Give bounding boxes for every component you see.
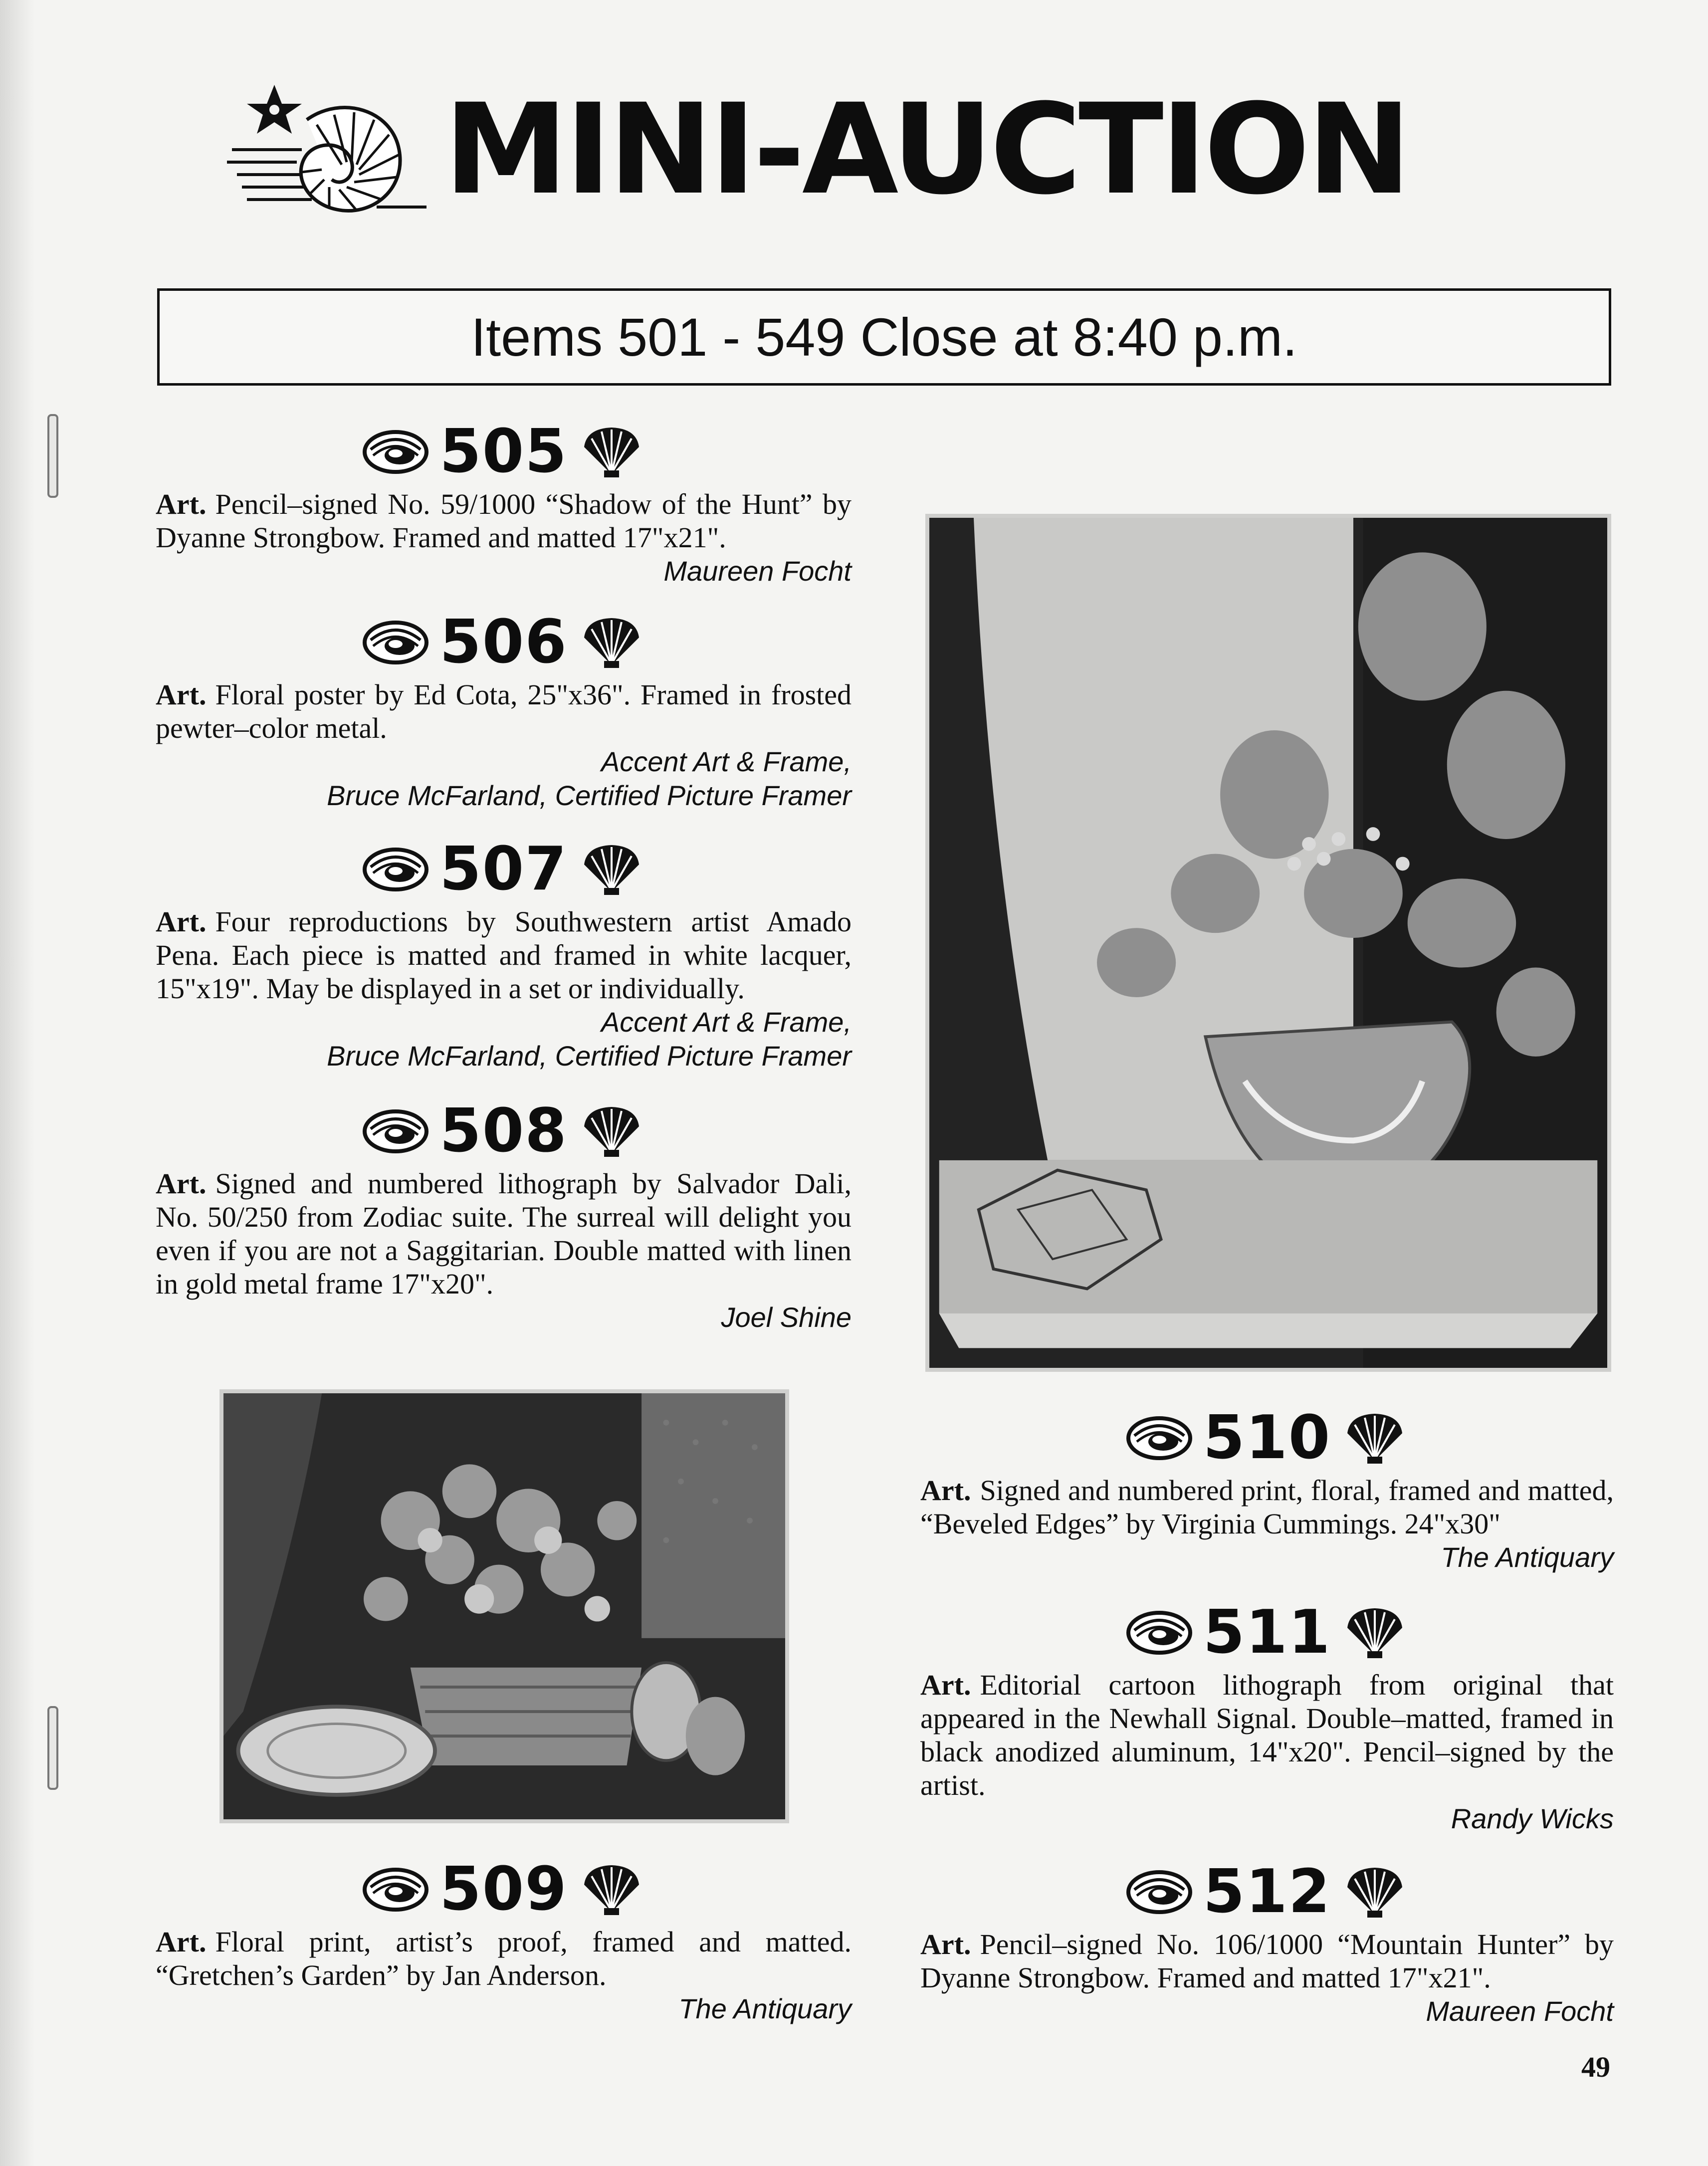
item-description bbox=[920, 1928, 1614, 1994]
item-text: Floral poster by Ed Cota, 25"x36". Framed in frosted pewter–color metal. bbox=[156, 678, 852, 744]
item-description bbox=[156, 1167, 852, 1300]
item-donor: Joel Shine bbox=[721, 1301, 852, 1333]
item-description bbox=[156, 678, 852, 745]
item-number-row bbox=[156, 836, 852, 903]
item-number: 505 bbox=[439, 417, 568, 486]
item-label: Art. bbox=[156, 678, 207, 711]
item-number-row bbox=[156, 1097, 852, 1165]
item-text: Floral print, artist’s proof, framed and matted. “Gretchen’s Garden” by Jan Anderson. bbox=[156, 1926, 852, 1991]
clam-shell-icon bbox=[1124, 1865, 1194, 1920]
item-description bbox=[156, 487, 852, 554]
item-number-row bbox=[920, 1858, 1614, 1926]
scallop-shell-icon bbox=[1340, 1411, 1410, 1466]
item-number: 507 bbox=[439, 834, 568, 904]
item-donor-detail: Bruce McFarland, Certified Picture Framer bbox=[327, 780, 852, 811]
item-number: 509 bbox=[439, 1854, 568, 1924]
clam-shell-icon bbox=[361, 615, 430, 670]
clam-shell-icon bbox=[361, 1862, 430, 1917]
clam-shell-icon bbox=[361, 425, 430, 479]
item-number: 511 bbox=[1203, 1597, 1331, 1667]
item-number: 506 bbox=[439, 607, 568, 677]
item-description bbox=[156, 905, 852, 1005]
binding-edge bbox=[0, 0, 35, 2166]
scallop-shell-icon bbox=[1340, 1865, 1410, 1920]
item-number: 510 bbox=[1203, 1403, 1331, 1473]
scallop-shell-icon bbox=[577, 425, 646, 479]
item-label: Art. bbox=[920, 1474, 971, 1507]
item-donor: Accent Art & Frame, bbox=[601, 746, 852, 777]
clam-shell-icon bbox=[361, 842, 430, 897]
auction-item-507 bbox=[156, 836, 852, 1073]
scallop-shell-icon bbox=[577, 1104, 646, 1159]
right-column bbox=[920, 0, 1614, 2166]
closing-time-banner: Items 501 - 549 Close at 8:40 p.m. bbox=[157, 288, 1611, 386]
item-label: Art. bbox=[920, 1669, 971, 1701]
item-description bbox=[156, 1925, 852, 1992]
item-donor: The Antiquary bbox=[1441, 1541, 1614, 1573]
item-label: Art. bbox=[156, 1167, 207, 1200]
item-text: Pencil–signed No. 59/1000 “Shadow of the Hunt” by Dyanne Strongbow. Framed and matted 17"x21". bbox=[156, 488, 852, 554]
item-number-row bbox=[156, 609, 852, 676]
item-label: Art. bbox=[156, 1926, 207, 1958]
auction-item-509 bbox=[156, 1856, 852, 2026]
clam-shell-icon bbox=[1124, 1411, 1194, 1466]
clam-shell-icon bbox=[361, 1104, 430, 1159]
item-label: Art. bbox=[156, 488, 207, 520]
item-number-row bbox=[156, 1856, 852, 1923]
auction-item-512 bbox=[920, 1858, 1614, 2028]
item-number: 512 bbox=[1203, 1857, 1331, 1927]
scallop-shell-icon bbox=[577, 842, 646, 897]
item-text: Four reproductions by Southwestern artist Amado Pena. Each piece is matted and framed in white lacquer, 15"x19". May be displayed in a set or individually. bbox=[156, 905, 852, 1005]
item-text: Editorial cartoon lithograph from original that appeared in the Newhall Signal. Double–matted, framed in black anodized aluminum, 14"x20". Pencil–signed by the artist. bbox=[920, 1669, 1614, 1801]
item-label: Art. bbox=[156, 905, 207, 938]
item-text: Signed and numbered print, floral, framed and matted, “Beveled Edges” by Virginia Cummings. 24"x30" bbox=[920, 1474, 1614, 1540]
left-column bbox=[156, 0, 852, 2166]
item-description bbox=[920, 1668, 1614, 1802]
item-donor-detail: Bruce McFarland, Certified Picture Framer bbox=[327, 1040, 852, 1072]
item-number-row bbox=[920, 1599, 1614, 1666]
item-donor: Accent Art & Frame, bbox=[601, 1006, 852, 1038]
item-number-row bbox=[156, 418, 852, 485]
scallop-shell-icon bbox=[577, 615, 646, 670]
staple-top bbox=[47, 414, 58, 498]
item-number: 508 bbox=[439, 1096, 568, 1166]
page-title: MINI-AUCTION bbox=[444, 77, 1409, 222]
item-description bbox=[920, 1474, 1614, 1540]
item-text: Pencil–signed No. 106/1000 “Mountain Hunter” by Dyanne Strongbow. Framed and matted 17"x21". bbox=[920, 1928, 1614, 1994]
item-label: Art. bbox=[920, 1928, 971, 1960]
item-number-row bbox=[920, 1404, 1614, 1472]
page-number: 49 bbox=[1581, 2051, 1610, 2083]
clam-shell-icon bbox=[1124, 1605, 1194, 1660]
auction-item-508 bbox=[156, 1097, 852, 1334]
scallop-shell-icon bbox=[1340, 1605, 1410, 1660]
auction-item-511 bbox=[920, 1599, 1614, 1836]
item-text: Signed and numbered lithograph by Salvador Dali, No. 50/250 from Zodiac suite. The surreal will delight you even if you are not a Saggitarian. Double matted with linen in gold metal frame 17"x20". bbox=[156, 1167, 852, 1300]
item-donor: Maureen Focht bbox=[663, 555, 852, 587]
auction-item-505 bbox=[156, 418, 852, 588]
item-donor: Randy Wicks bbox=[1451, 1803, 1614, 1834]
auction-item-510 bbox=[920, 1404, 1614, 1574]
staple-bottom bbox=[47, 1706, 58, 1790]
auction-item-506 bbox=[156, 609, 852, 813]
item-donor: Maureen Focht bbox=[1426, 1995, 1614, 2027]
scallop-shell-icon bbox=[577, 1862, 646, 1917]
floral-basket-photo bbox=[219, 1389, 789, 1823]
item-donor: The Antiquary bbox=[678, 1993, 852, 2024]
